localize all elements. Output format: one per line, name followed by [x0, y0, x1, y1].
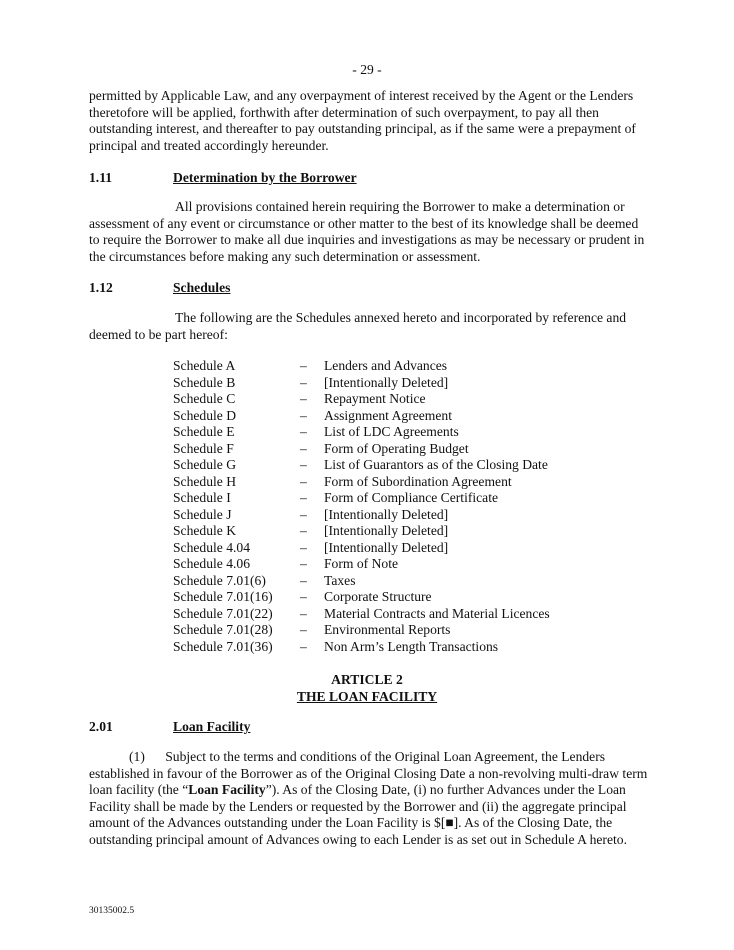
schedule-code: Schedule I — [173, 490, 231, 505]
section-heading-1-11 — [89, 170, 357, 186]
schedule-row — [173, 622, 593, 639]
schedule-title: Material Contracts and Material Licences — [324, 605, 550, 621]
schedule-dash: – — [300, 638, 307, 654]
schedule-dash: – — [300, 506, 307, 522]
schedule-list — [173, 358, 593, 655]
schedule-row — [173, 507, 593, 524]
schedule-code: Schedule J — [173, 506, 232, 522]
schedule-code: Schedule K — [173, 523, 237, 538]
schedule-code: Schedule 7.01(16) — [173, 589, 273, 604]
schedule-dash: – — [300, 391, 307, 406]
schedule-row — [173, 490, 593, 507]
schedule-code: Schedule F — [173, 440, 234, 456]
schedule-row — [173, 573, 593, 590]
section-number: 1.12 — [89, 280, 113, 295]
schedule-title: [Intentionally Deleted] — [324, 523, 449, 538]
schedule-row — [173, 639, 593, 656]
schedule-code: Schedule B — [173, 374, 236, 390]
schedule-code: Schedule 4.06 — [173, 556, 251, 571]
schedule-row — [173, 457, 593, 474]
schedule-row — [173, 408, 593, 425]
section-number: 1.11 — [89, 170, 113, 185]
schedule-title: Assignment Agreement — [324, 407, 452, 423]
schedule-dash: – — [300, 589, 307, 604]
schedule-dash: – — [300, 374, 307, 390]
section-title: Schedules — [173, 280, 231, 295]
schedule-title: [Intentionally Deleted] — [324, 374, 449, 390]
schedule-row — [173, 441, 593, 458]
schedule-dash: – — [300, 490, 307, 505]
schedule-dash: – — [300, 358, 307, 373]
section-1-11-text: All provisions contained herein requiring the Borrower to make a determination or assessment of any event or circumstance or other matter to the best of its knowledge shall be deemed to require the Borrower to make all due inquiries and investigations as may be necessary or prudent in the circumstances before making any such determination or assessment. — [89, 199, 645, 264]
page-number: - 29 - — [352, 62, 382, 77]
schedule-row — [173, 606, 593, 623]
schedule-code: Schedule E — [173, 424, 235, 439]
schedule-code: Schedule 7.01(28) — [173, 622, 273, 637]
schedule-dash: – — [300, 523, 307, 538]
schedule-code: Schedule A — [173, 358, 236, 373]
schedule-dash: – — [300, 407, 307, 423]
schedule-title: Form of Note — [324, 556, 399, 571]
schedule-dash: – — [300, 605, 307, 621]
schedule-title: Form of Subordination Agreement — [324, 473, 512, 489]
schedule-title: [Intentionally Deleted] — [324, 506, 449, 522]
schedule-dash: – — [300, 457, 307, 472]
schedule-row — [173, 358, 593, 375]
schedule-code: Schedule G — [173, 457, 237, 472]
schedule-title: Lenders and Advances — [324, 358, 448, 373]
schedule-title: List of Guarantors as of the Closing Date — [324, 457, 548, 472]
schedule-title: Repayment Notice — [324, 391, 426, 406]
article-title: THE LOAN FACILITY — [296, 688, 438, 704]
schedule-row — [173, 424, 593, 441]
article-heading — [0, 672, 734, 705]
intro-paragraph: permitted by Applicable Law, and any overpayment of interest received by the Agent or the Lenders theretofore will be applied, forthwith after determination of such overpayment, to pay all then outstanding interest, and thereafter to pay outstanding principal, as if the same were a prepayment of principal and treated accordingly hereunder. — [89, 88, 636, 153]
schedule-dash: – — [300, 473, 307, 489]
schedule-dash: – — [300, 556, 307, 571]
section-2-01-text — [89, 749, 649, 848]
article-label: ARTICLE 2 — [331, 672, 403, 687]
schedule-dash: – — [300, 440, 307, 456]
section-heading-1-12 — [89, 280, 230, 296]
schedule-code: Schedule 7.01(36) — [173, 638, 273, 654]
schedule-code: Schedule 4.04 — [173, 539, 251, 555]
schedule-row — [173, 474, 593, 491]
schedule-row — [173, 556, 593, 573]
schedule-code: Schedule 7.01(6) — [173, 572, 266, 588]
schedule-dash: – — [300, 424, 307, 439]
schedule-code: Schedule 7.01(22) — [173, 605, 273, 621]
schedule-title: Non Arm’s Length Transactions — [324, 638, 499, 654]
text-part: ”). As of the Closing Date, (i) no further Advances under the Loan Facility shall be made by the Lenders or requested by the Borrower and (ii) the aggregate principal amount of the Advances outstanding under the Loan Facility is $[■]. As of the Closing Date, the outstanding principal amount of Advances owing to each Lender is as set out in Schedule A hereto. — [89, 782, 627, 847]
schedule-dash: – — [300, 539, 307, 555]
schedule-title: Taxes — [324, 572, 356, 588]
section-title: Determination by the Borrower — [173, 170, 357, 185]
defined-term: Loan Facility — [188, 782, 266, 797]
section-1-12-text: The following are the Schedules annexed hereto and incorporated by reference and deemed to be part hereof: — [89, 310, 627, 342]
schedule-dash: – — [300, 572, 307, 588]
schedule-code: Schedule C — [173, 391, 236, 406]
schedule-code: Schedule D — [173, 407, 237, 423]
schedule-row — [173, 540, 593, 557]
section-title: Loan Facility — [173, 719, 251, 734]
schedule-title: Form of Operating Budget — [324, 440, 469, 456]
schedule-row — [173, 391, 593, 408]
schedule-row — [173, 375, 593, 392]
schedule-title: Corporate Structure — [324, 589, 432, 604]
footer-doc-id: 30135002.5 — [89, 906, 135, 916]
schedule-row — [173, 523, 593, 540]
schedule-title: Environmental Reports — [324, 622, 451, 637]
schedule-title: [Intentionally Deleted] — [324, 539, 449, 555]
schedule-dash: – — [300, 622, 307, 637]
schedule-title: List of LDC Agreements — [324, 424, 459, 439]
section-number: 2.01 — [89, 719, 113, 734]
text-part: (1) Subject to the terms and conditions of the Original Loan Agreement, the Lenders established in favour of the Borrower as of the Original Closing Date a non-revolving multi-draw term loan facility (the “ — [89, 749, 648, 797]
schedule-code: Schedule H — [173, 473, 237, 489]
schedule-row — [173, 589, 593, 606]
section-heading-2-01 — [89, 719, 250, 735]
schedule-title: Form of Compliance Certificate — [324, 490, 499, 505]
